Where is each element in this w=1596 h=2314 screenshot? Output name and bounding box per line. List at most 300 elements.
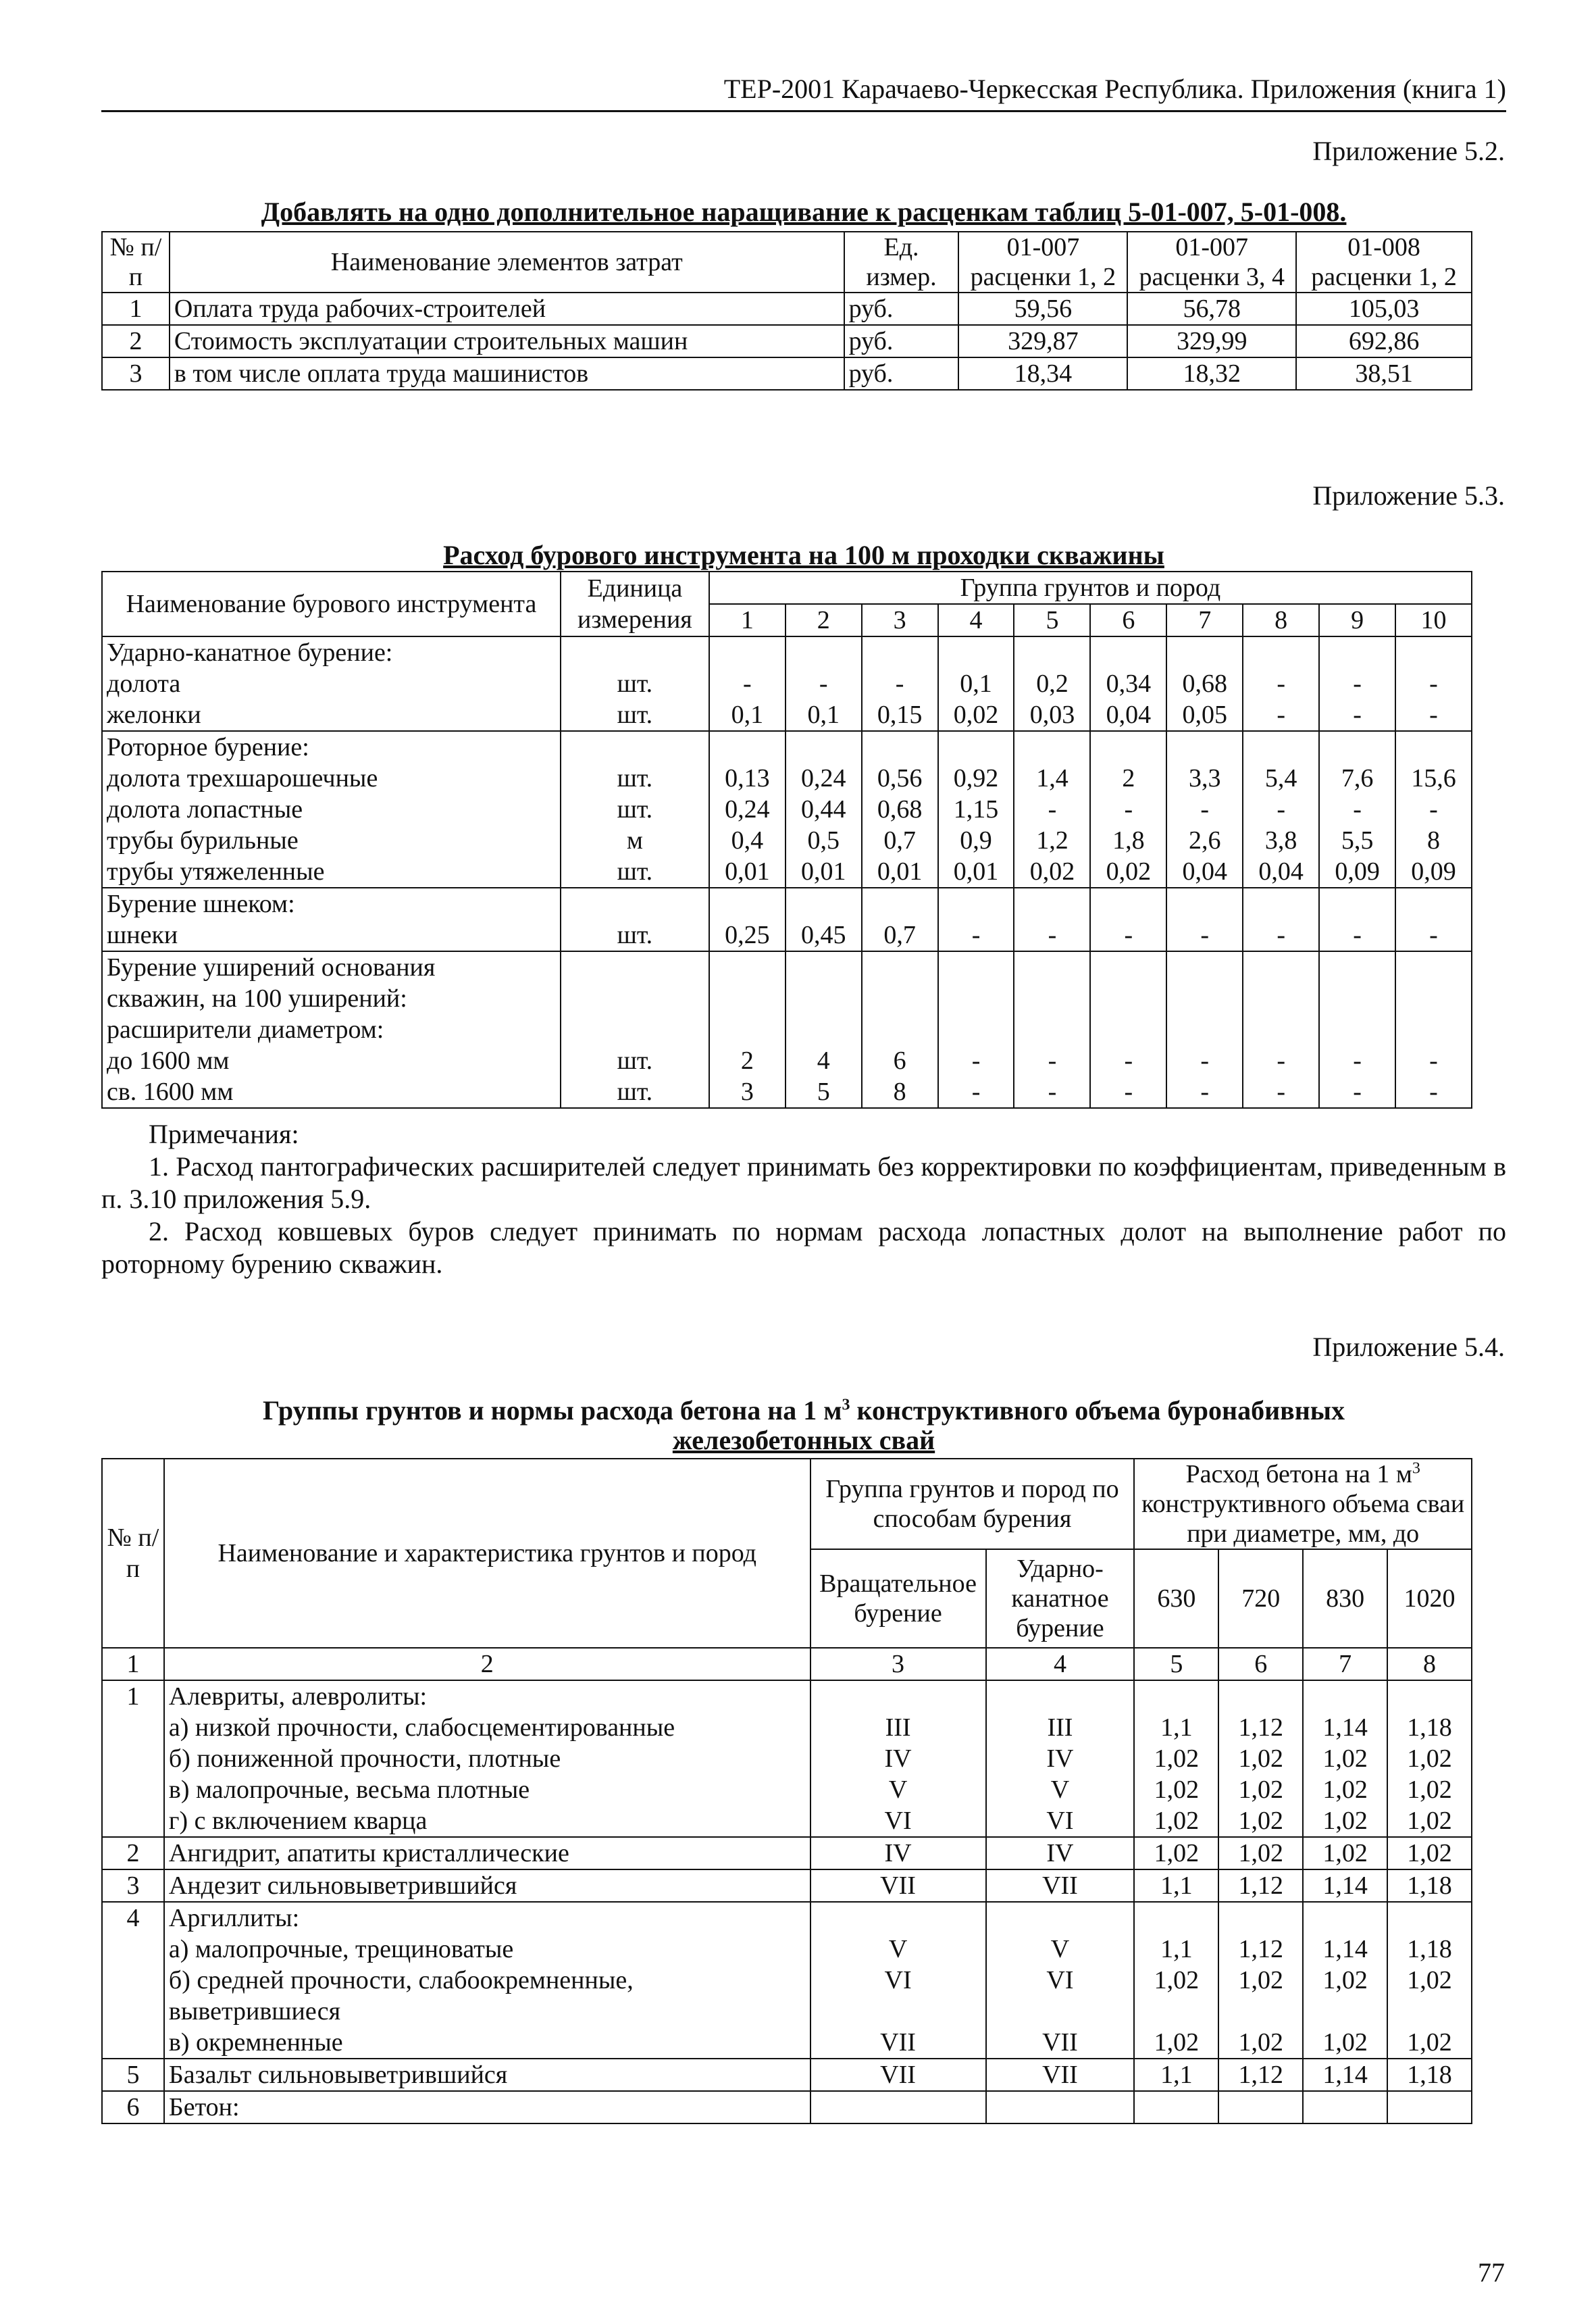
cell-percussion-group: VI	[986, 1805, 1135, 1837]
cell-value-group-3: 0,7	[862, 825, 938, 856]
table-5-4	[101, 1458, 1472, 2124]
cell-rotary-group: VII	[810, 1869, 986, 1902]
cell-unit: руб.	[844, 357, 959, 390]
cell-value-group-10: 0,09	[1395, 856, 1472, 888]
cell-soil-name: Аргиллиты:	[164, 1902, 810, 1934]
cell-value-group-4: 0,1	[938, 668, 1014, 699]
cell-consumption-720	[1218, 1902, 1303, 1934]
cell-tool-name: желонки	[102, 699, 561, 731]
table-row	[102, 1996, 1472, 2027]
cell-consumption-630: 1,02	[1134, 1837, 1218, 1869]
cell-num: 4	[102, 1902, 164, 2059]
cell-empty	[938, 731, 1014, 763]
cell-consumption-830	[1303, 1680, 1387, 1712]
section-title-row	[102, 888, 1472, 920]
table-row	[102, 1965, 1472, 1996]
cell-consumption-830: 1,14	[1303, 1712, 1387, 1743]
cell-value-group-9: -	[1319, 920, 1395, 951]
cell-value-group-5: 0,03	[1014, 699, 1090, 731]
cell-consumption-630: 1,1	[1134, 1869, 1218, 1902]
cell-value-group-10: -	[1395, 794, 1472, 825]
table-header-row	[102, 232, 1472, 293]
cell-value-group-4: 0,02	[938, 699, 1014, 731]
caption-sup: 3	[842, 1396, 850, 1414]
cell-percussion-group	[986, 1680, 1135, 1712]
cell-value-group-1: 2	[709, 1045, 786, 1076]
cell-num: 1	[102, 293, 170, 325]
cell-num: 1	[102, 1680, 164, 1837]
cell-consumption-830	[1303, 2091, 1387, 2123]
cell-consumption-720: 1,12	[1218, 2059, 1303, 2091]
cell-008-12: 38,51	[1296, 357, 1472, 390]
cell-empty	[1166, 636, 1243, 668]
cell-consumption-830: 1,14	[1303, 2059, 1387, 2091]
cell-percussion-group: IV	[986, 1837, 1135, 1869]
cell-value-group-2: 0,45	[786, 920, 862, 951]
cell-soil-name: г) с включением кварца	[164, 1805, 810, 1837]
cell-value-group-9: 7,6	[1319, 763, 1395, 794]
cell-unit-empty	[561, 888, 709, 920]
cell-percussion-group: VII	[986, 1869, 1135, 1902]
cell-value-group-4: -	[938, 1045, 1014, 1076]
cell-num: 5	[102, 2059, 164, 2091]
table-header-row	[102, 572, 1472, 604]
header-cell-rotary: Вращательное бурение	[810, 1549, 986, 1648]
cell-unit-empty	[561, 636, 709, 668]
cell-value-group-9: 5,5	[1319, 825, 1395, 856]
cell-empty	[938, 636, 1014, 668]
caption-line-2: железобетонных свай	[672, 1425, 935, 1455]
cell-empty	[1014, 636, 1090, 668]
cell-rotary-group: VI	[810, 1965, 986, 1996]
header-cell-concrete-consumption	[1134, 1459, 1472, 1549]
cell-value-group-7: 0,68	[1166, 668, 1243, 699]
cell-empty	[1014, 951, 1090, 1045]
table-row	[102, 2027, 1472, 2059]
cell-empty	[709, 888, 786, 920]
cell-rotary-group: VII	[810, 2027, 986, 2059]
cell-value-group-9: -	[1319, 668, 1395, 699]
table-5-3-caption: Расход бурового инструмента на 100 м проходки скважины	[443, 540, 1164, 570]
header-cell-group-10: 10	[1395, 604, 1472, 636]
cell-percussion-group: VI	[986, 1965, 1135, 1996]
cell-empty	[1090, 888, 1166, 920]
cell-consumption-630: 1,02	[1134, 1774, 1218, 1805]
cell-value-group-8: -	[1243, 794, 1319, 825]
cell-value-group-6: 1,8	[1090, 825, 1166, 856]
table-row	[102, 763, 1472, 794]
cell-empty	[862, 951, 938, 1045]
cell-rotary-group: IV	[810, 1837, 986, 1869]
cell-value-group-3: -	[862, 668, 938, 699]
section-title-row	[102, 636, 1472, 668]
cell-consumption-630	[1134, 1902, 1218, 1934]
cell-soil-name: Андезит сильновыветрившийся	[164, 1869, 810, 1902]
cell-007-34: 329,99	[1127, 325, 1296, 357]
header-cell-unit: Единица измерения	[561, 572, 709, 636]
cell-unit: руб.	[844, 325, 959, 357]
cell-unit: м	[561, 825, 709, 856]
cons-part-b: конструктивного объема сваи при диаметре, мм, до	[1141, 1490, 1465, 1548]
cell-consumption-630: 1,02	[1134, 1805, 1218, 1837]
cell-num: 3	[102, 1869, 164, 1902]
cell-num: 6	[102, 2091, 164, 2123]
cell-unit: шт.	[561, 856, 709, 888]
cell-consumption-720: 1,02	[1218, 2027, 1303, 2059]
cell-consumption-630: 1,1	[1134, 1934, 1218, 1965]
table-row	[102, 1743, 1472, 1774]
cell-value-group-1: 3	[709, 1076, 786, 1108]
cell-value-group-3: 0,56	[862, 763, 938, 794]
cell-value-group-10: 8	[1395, 825, 1472, 856]
cell-value-group-2: 5	[786, 1076, 862, 1108]
section-title-row	[102, 731, 1472, 763]
cell-unit: шт.	[561, 1045, 709, 1076]
cell-value-group-4: 1,15	[938, 794, 1014, 825]
section-title: расширители диаметром:	[102, 1014, 561, 1045]
cell-empty	[1090, 951, 1166, 1045]
cell-value-group-8: -	[1243, 668, 1319, 699]
cell-consumption-830: 1,02	[1303, 1965, 1387, 1996]
appendix-5-4-label: Приложение 5.4.	[1312, 1332, 1505, 1362]
table-row	[102, 1902, 1472, 1934]
cell-tool-name: долота трехшарошечные	[102, 763, 561, 794]
cell-empty	[786, 888, 862, 920]
table-row	[102, 1680, 1472, 1712]
column-number-1: 1	[102, 1648, 164, 1680]
cell-empty	[709, 731, 786, 763]
cell-percussion-group: VII	[986, 2027, 1135, 2059]
cell-value-group-2: 0,24	[786, 763, 862, 794]
cell-unit: шт.	[561, 920, 709, 951]
cell-rotary-group: III	[810, 1712, 986, 1743]
table-row	[102, 2091, 1472, 2123]
cell-rotary-group: VII	[810, 2059, 986, 2091]
cell-unit: шт.	[561, 668, 709, 699]
cell-consumption-830: 1,02	[1303, 1774, 1387, 1805]
cell-unit: руб.	[844, 293, 959, 325]
cell-value-group-7: 0,04	[1166, 856, 1243, 888]
cell-percussion-group: V	[986, 1774, 1135, 1805]
cell-empty	[1090, 731, 1166, 763]
appendix-5-2-label: Приложение 5.2.	[1312, 136, 1505, 166]
cell-num: 2	[102, 325, 170, 357]
cell-value-group-7: -	[1166, 1076, 1243, 1108]
header-cell-group-8: 8	[1243, 604, 1319, 636]
cell-tool-name: св. 1600 мм	[102, 1076, 561, 1108]
cell-value-group-10: -	[1395, 699, 1472, 731]
cell-consumption-720	[1218, 2091, 1303, 2123]
cell-tool-name: долота	[102, 668, 561, 699]
cell-soil-name: Бетон:	[164, 2091, 810, 2123]
cell-consumption-720: 1,12	[1218, 1869, 1303, 1902]
cell-tool-name: шнеки	[102, 920, 561, 951]
cell-empty	[1319, 731, 1395, 763]
cell-value-group-3: 6	[862, 1045, 938, 1076]
cell-empty	[1319, 636, 1395, 668]
cell-tool-name: до 1600 мм	[102, 1045, 561, 1076]
cell-consumption-1020: 1,18	[1387, 1869, 1472, 1902]
cell-value-group-7: -	[1166, 794, 1243, 825]
cell-tool-name: трубы бурильные	[102, 825, 561, 856]
cell-value-group-2: 0,5	[786, 825, 862, 856]
cell-value-group-10: -	[1395, 668, 1472, 699]
header-cell-num: № п/п	[102, 1459, 164, 1648]
cell-empty	[862, 731, 938, 763]
cell-value-group-5: -	[1014, 1045, 1090, 1076]
cell-value-group-2: -	[786, 668, 862, 699]
cell-consumption-630: 1,02	[1134, 1965, 1218, 1996]
header-cell-percussion: Ударно-канатное бурение	[986, 1549, 1135, 1648]
cell-consumption-1020	[1387, 1680, 1472, 1712]
cell-consumption-720	[1218, 1680, 1303, 1712]
cell-value-group-3: 8	[862, 1076, 938, 1108]
cell-value-group-2: 0,01	[786, 856, 862, 888]
cell-value-group-3: 0,68	[862, 794, 938, 825]
header-cell-group-9: 9	[1319, 604, 1395, 636]
header-cell-name: Наименование и характеристика грунтов и пород	[164, 1459, 810, 1648]
cell-008-12: 105,03	[1296, 293, 1472, 325]
cell-unit-empty	[561, 983, 709, 1014]
cell-soil-name: а) низкой прочности, слабосцементированные	[164, 1712, 810, 1743]
cell-soil-name: Алевриты, алевролиты:	[164, 1680, 810, 1712]
cell-soil-name: а) малопрочные, трещиноватые	[164, 1934, 810, 1965]
note-2: 2. Расход ковшевых буров следует принимать по нормам расхода лопастных долот на выполнение работ по роторному бурению скважин.	[101, 1216, 1506, 1279]
cell-percussion-group: VII	[986, 2059, 1135, 2091]
cell-value-group-9: -	[1319, 699, 1395, 731]
cell-value-group-2: 4	[786, 1045, 862, 1076]
cell-empty	[1166, 951, 1243, 1045]
cell-value-group-6: -	[1090, 1076, 1166, 1108]
cell-value-group-2: 0,1	[786, 699, 862, 731]
cell-soil-name: в) малопрочные, весьма плотные	[164, 1774, 810, 1805]
header-cell-drill-group: Группа грунтов и пород по способам бурения	[810, 1459, 1135, 1549]
cell-value-group-8: -	[1243, 699, 1319, 731]
cell-consumption-630: 1,1	[1134, 2059, 1218, 2091]
header-cell-007-34: 01-007 расценки 3, 4	[1127, 232, 1296, 293]
cell-rotary-group: VI	[810, 1805, 986, 1837]
cell-consumption-1020: 1,02	[1387, 1805, 1472, 1837]
cell-value-group-7: -	[1166, 920, 1243, 951]
cell-num: 3	[102, 357, 170, 390]
cell-value-group-6: -	[1090, 794, 1166, 825]
table-row	[102, 1076, 1472, 1108]
cell-rotary-group: V	[810, 1774, 986, 1805]
cell-consumption-630: 1,02	[1134, 2027, 1218, 2059]
cell-empty	[1090, 636, 1166, 668]
cell-soil-name: б) пониженной прочности, плотные	[164, 1743, 810, 1774]
cell-value-group-3: 0,15	[862, 699, 938, 731]
table-row	[102, 293, 1472, 325]
table-5-2-caption: Добавлять на одно дополнительное наращивание к расценкам таблиц 5-01-007, 5-01-008.	[261, 197, 1347, 227]
table-row	[102, 794, 1472, 825]
cell-rotary-group	[810, 1902, 986, 1934]
header-cell-diameter-630: 630	[1134, 1549, 1218, 1648]
cell-consumption-1020: 1,18	[1387, 1934, 1472, 1965]
note-1: 1. Расход пантографических расширителей следует принимать без корректировки по коэффициентам, приведенным в п. 3.10 приложения 5.9.	[101, 1151, 1506, 1214]
cell-consumption-1020: 1,18	[1387, 2059, 1472, 2091]
cell-empty	[1395, 731, 1472, 763]
cell-value-group-5: 0,02	[1014, 856, 1090, 888]
header-cell-num: № п/п	[102, 232, 170, 293]
column-number-3: 3	[810, 1648, 986, 1680]
cell-value-group-6: -	[1090, 920, 1166, 951]
cell-soil-name: выветрившиеся	[164, 1996, 810, 2027]
table-5-3	[101, 571, 1472, 1109]
table-5-2	[101, 231, 1472, 391]
cell-value-group-10: 15,6	[1395, 763, 1472, 794]
cell-value-group-7: 0,05	[1166, 699, 1243, 731]
column-number-8: 8	[1387, 1648, 1472, 1680]
cons-part-a: Расход бетона на 1 м	[1185, 1460, 1412, 1488]
cell-empty	[1243, 951, 1319, 1045]
header-cell-008-12: 01-008 расценки 1, 2	[1296, 232, 1472, 293]
header-cell-group-1: 1	[709, 604, 786, 636]
cell-percussion-group: V	[986, 1934, 1135, 1965]
cell-empty	[1319, 888, 1395, 920]
cell-consumption-630	[1134, 1680, 1218, 1712]
table-row	[102, 1805, 1472, 1837]
cell-consumption-830: 1,14	[1303, 1869, 1387, 1902]
cell-consumption-1020: 1,02	[1387, 1965, 1472, 1996]
cell-empty	[1243, 731, 1319, 763]
cell-value-group-4: -	[938, 1076, 1014, 1108]
cell-unit: шт.	[561, 699, 709, 731]
cell-consumption-720: 1,12	[1218, 1712, 1303, 1743]
notes-block	[101, 1118, 1506, 1280]
cell-consumption-830: 1,02	[1303, 2027, 1387, 2059]
cell-008-12: 692,86	[1296, 325, 1472, 357]
cell-value-group-10: -	[1395, 1076, 1472, 1108]
cell-name: Стоимость эксплуатации строительных машин	[170, 325, 844, 357]
cell-value-group-4: 0,01	[938, 856, 1014, 888]
cell-empty	[709, 951, 786, 1045]
running-header: ТЕР-2001 Карачаево-Черкесская Республика. Приложения (книга 1)	[101, 73, 1506, 112]
caption-part-b: конструктивного объема буронабивных	[850, 1395, 1345, 1426]
cell-percussion-group	[986, 2091, 1135, 2123]
header-cell-group-5: 5	[1014, 604, 1090, 636]
cell-empty	[1166, 731, 1243, 763]
cell-rotary-group	[810, 1680, 986, 1712]
notes-title: Примечания:	[149, 1119, 299, 1149]
header-cell-diameter-1020: 1020	[1387, 1549, 1472, 1648]
cell-value-group-6: 0,04	[1090, 699, 1166, 731]
table-row	[102, 668, 1472, 699]
cell-value-group-10: -	[1395, 1045, 1472, 1076]
cell-soil-name: б) средней прочности, слабоокремненные,	[164, 1965, 810, 1996]
cell-soil-name: в) окремненные	[164, 2027, 810, 2059]
cell-value-group-4: 0,9	[938, 825, 1014, 856]
header-cell-diameter-720: 720	[1218, 1549, 1303, 1648]
cell-value-group-1: -	[709, 668, 786, 699]
header-cell-soil-group: Группа грунтов и пород	[709, 572, 1472, 604]
cell-empty	[938, 888, 1014, 920]
page-number: 77	[1478, 2257, 1505, 2288]
cell-consumption-1020: 1,02	[1387, 1743, 1472, 1774]
cell-value-group-1: 0,1	[709, 699, 786, 731]
column-number-7: 7	[1303, 1648, 1387, 1680]
cell-empty	[1395, 951, 1472, 1045]
table-row	[102, 1774, 1472, 1805]
cell-unit-empty	[561, 1014, 709, 1045]
cell-value-group-9: -	[1319, 1076, 1395, 1108]
cell-consumption-830	[1303, 1996, 1387, 2027]
cell-value-group-8: -	[1243, 1076, 1319, 1108]
header-cell-unit: Ед. измер.	[844, 232, 959, 293]
column-number-6: 6	[1218, 1648, 1303, 1680]
header-cell-group-6: 6	[1090, 604, 1166, 636]
cell-empty	[862, 636, 938, 668]
cell-007-12: 18,34	[958, 357, 1127, 390]
cell-value-group-7: 2,6	[1166, 825, 1243, 856]
cell-unit-empty	[561, 731, 709, 763]
cell-value-group-7: 3,3	[1166, 763, 1243, 794]
cell-value-group-3: 0,01	[862, 856, 938, 888]
cell-consumption-630: 1,02	[1134, 1743, 1218, 1774]
cell-value-group-9: -	[1319, 1045, 1395, 1076]
cell-consumption-1020	[1387, 1996, 1472, 2027]
section-title: Ударно-канатное бурение:	[102, 636, 561, 668]
cell-consumption-720: 1,02	[1218, 1965, 1303, 1996]
cell-value-group-10: -	[1395, 920, 1472, 951]
cell-empty	[1395, 636, 1472, 668]
cell-value-group-8: 3,8	[1243, 825, 1319, 856]
cell-name: в том числе оплата труда машинистов	[170, 357, 844, 390]
cell-empty	[1166, 888, 1243, 920]
cell-percussion-group	[986, 1902, 1135, 1934]
cell-value-group-1: 0,01	[709, 856, 786, 888]
cell-007-34: 18,32	[1127, 357, 1296, 390]
cell-value-group-8: -	[1243, 1045, 1319, 1076]
cell-empty	[1243, 888, 1319, 920]
table-row	[102, 920, 1472, 951]
table-row	[102, 1045, 1472, 1076]
table-header-row	[102, 1459, 1472, 1549]
table-row	[102, 2059, 1472, 2091]
cell-name: Оплата труда рабочих-строителей	[170, 293, 844, 325]
cell-consumption-630	[1134, 2091, 1218, 2123]
cell-value-group-5: -	[1014, 920, 1090, 951]
cell-empty	[709, 636, 786, 668]
cell-soil-name: Базальт сильновыветрившийся	[164, 2059, 810, 2091]
cell-percussion-group: III	[986, 1712, 1135, 1743]
section-title: Роторное бурение:	[102, 731, 561, 763]
cell-empty	[862, 888, 938, 920]
cell-consumption-720: 1,02	[1218, 1805, 1303, 1837]
cell-consumption-1020: 1,18	[1387, 1712, 1472, 1743]
cell-value-group-4: -	[938, 920, 1014, 951]
cell-consumption-720: 1,02	[1218, 1743, 1303, 1774]
cell-consumption-830: 1,14	[1303, 1934, 1387, 1965]
cell-empty	[1243, 636, 1319, 668]
cell-consumption-1020: 1,02	[1387, 1774, 1472, 1805]
cell-consumption-720: 1,12	[1218, 1934, 1303, 1965]
header-cell-group-2: 2	[786, 604, 862, 636]
cons-sup: 3	[1412, 1459, 1420, 1478]
table-row	[102, 1934, 1472, 1965]
cell-value-group-5: 1,4	[1014, 763, 1090, 794]
cell-value-group-5: 0,2	[1014, 668, 1090, 699]
cell-empty	[1014, 888, 1090, 920]
cell-empty	[786, 731, 862, 763]
table-row	[102, 357, 1472, 390]
cell-empty	[1319, 951, 1395, 1045]
cell-value-group-7: -	[1166, 1045, 1243, 1076]
cell-tool-name: долота лопастные	[102, 794, 561, 825]
header-cell-007-12: 01-007 расценки 1, 2	[958, 232, 1127, 293]
column-number-4: 4	[986, 1648, 1135, 1680]
cell-consumption-830	[1303, 1902, 1387, 1934]
